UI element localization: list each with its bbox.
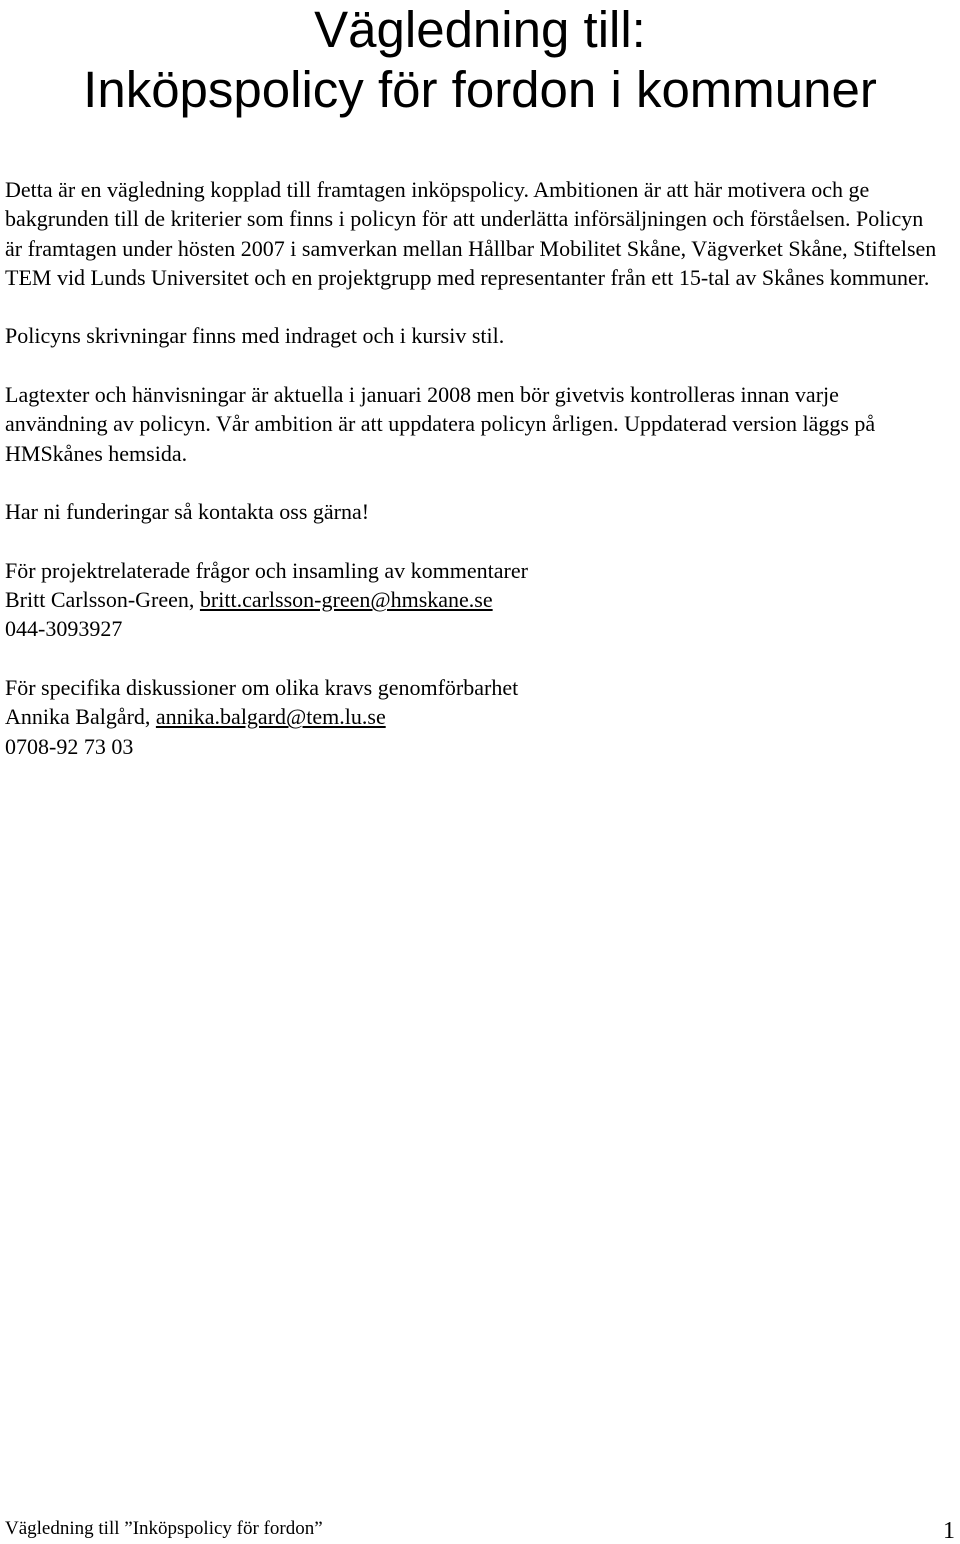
contact-block-project	[5, 556, 945, 644]
footer-title: Vägledning till ”Inköpspolicy för fordon”	[5, 1518, 323, 1539]
law-note-paragraph: Lagtexter och hänvisningar är aktuella i januari 2008 men bör givetvis kontrolleras innan varje användning av policyn. Vår ambition är att uppdatera policyn årligen. Uppdaterad version läggs på HMSkånes hemsida.	[5, 382, 876, 466]
document-body	[5, 175, 945, 790]
contact-phone: 0708-92 73 03	[5, 733, 134, 759]
title-line-1: Vägledning till:	[314, 1, 646, 58]
contact-topic: För projektrelaterade frågor och insamling av kommentarer	[5, 557, 528, 583]
title-line-2: Inköpspolicy för fordon i kommuner	[83, 61, 877, 118]
contact-name-line	[5, 702, 945, 731]
contact-name: Annika Balgård,	[5, 704, 156, 730]
contact-name-line	[5, 585, 945, 614]
contact-email-link[interactable]: annika.balgard@tem.lu.se	[155, 704, 386, 730]
questions-paragraph: Har ni funderingar så kontakta oss gärna!	[5, 499, 370, 525]
intro-paragraph: Detta är en vägledning kopplad till framtagen inköpspolicy. Ambitionen är att här motivera och ge bakgrunden till de kriterier som finns i policyn för att underlätta införsäljningen och förståelsen. Policyn är framtagen under hösten 2007 i samverkan mellan Hållbar Mobilitet Skåne, Vägverket Skåne, Stiftelsen TEM vid Lunds Universitet och en projektgrupp med representanter från ett 15-tal av Skånes kommuner.	[5, 177, 937, 290]
contact-email-link[interactable]: britt.carlsson-green@hmskane.se	[199, 587, 493, 613]
contact-name: Britt Carlsson-Green,	[5, 587, 200, 613]
contact-topic: För specifika diskussioner om olika kravs genomförbarhet	[5, 675, 519, 701]
contact-block-specific	[5, 673, 945, 761]
page-number: 1	[943, 1518, 955, 1544]
document-title	[0, 0, 960, 120]
contact-phone: 044-3093927	[5, 616, 123, 642]
style-note-paragraph: Policyns skrivningar finns med indraget och i kursiv stil.	[5, 323, 505, 349]
